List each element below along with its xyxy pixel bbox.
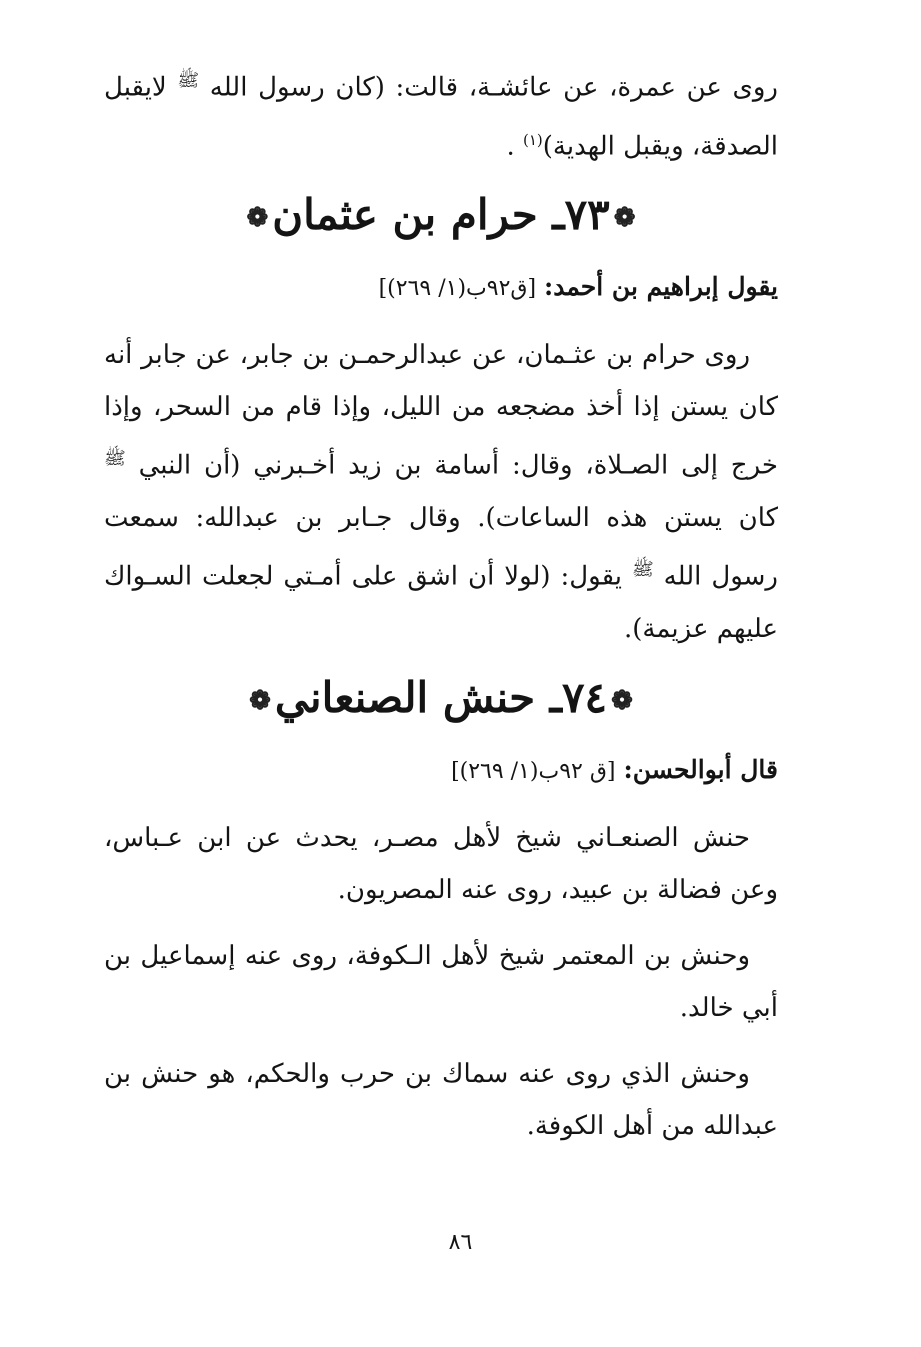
entry-73-body-a: روى حرام بن عثـمان، عن عبدالرحمـن بن جابر، عن جابر أنه كان يستن إذا أخذ مضجعه من الليل، وإذا قام من السحر، وإذا خرج إلى الصـلاة، وقال: أسامة بن زيد أخـبرني (أن النبي: [104, 340, 778, 481]
entry-73-source-author: يقول إبراهيم بن أحمد:: [544, 272, 778, 302]
salla-ligature: ﷺ: [631, 558, 654, 580]
intro-paragraph: [104, 55, 778, 172]
entry-74-source: [104, 748, 778, 794]
page-number: ٨٦: [448, 1230, 473, 1255]
ornament-open-icon: ❁: [613, 203, 636, 234]
entry-73-body: [104, 329, 778, 654]
entry-74-title: ٧٤ـ حنش الصنعاني: [274, 672, 608, 722]
entry-73-source: [104, 265, 778, 311]
ornament-open-icon: ❁: [611, 685, 633, 716]
salla-ligature: ﷺ: [104, 448, 126, 470]
salla-ligature: ﷺ: [177, 70, 200, 91]
ornament-close-icon: ❁: [246, 203, 269, 234]
entry-74-paragraph-2: وحنش بن المعتمر شيخ لأهل الـكوفة، روى عنه إسماعيل بن أبي خالد.: [104, 940, 778, 1023]
entry-73-heading: [104, 186, 778, 247]
entry-73-body-b: كان يستن هذه الساعات). وقال جـابر بن عبدالله: سمعت رسول الله: [104, 502, 778, 592]
intro-line-1: روى عن عمرة، عن عائشـة، قالت: (كان رسول الله: [199, 72, 778, 103]
intro-end: .: [506, 131, 523, 162]
entry-74-paragraph-3: وحنش الذي روى عنه سماك بن حرب والحكم، هو حنش بن عبدالله من أهل الكوفة.: [104, 1058, 778, 1141]
book-page: [104, 55, 778, 1166]
entry-73-source-ref: [ق٩٢ب(١/ ٢٦٩)]: [378, 276, 537, 302]
entry-74-source-ref: [ق ٩٢ب(١/ ٢٦٩)]: [451, 758, 616, 784]
intro-line-2: لايقبل الصدقة، ويقبل الهدية): [104, 72, 778, 162]
entry-73-body-c: يقول: (لولا أن اشق على أمـتي لجعلت السـواك عليهم عزيمة).: [104, 561, 778, 644]
footnote-marker: (١): [523, 130, 543, 149]
entry-74-heading: [104, 669, 778, 730]
ornament-close-icon: ❁: [249, 685, 271, 716]
entry-74-paragraph-1: حنش الصنعـاني شيخ لأهل مصـر، يحدث عن ابن عـباس، وعن فضالة بن عبيد، روى عنه المصريون.: [104, 822, 778, 905]
entry-73-title: ٧٣ـ حرام بن عثمان: [272, 190, 610, 240]
entry-74-source-author: قال أبوالحسن:: [623, 754, 778, 784]
